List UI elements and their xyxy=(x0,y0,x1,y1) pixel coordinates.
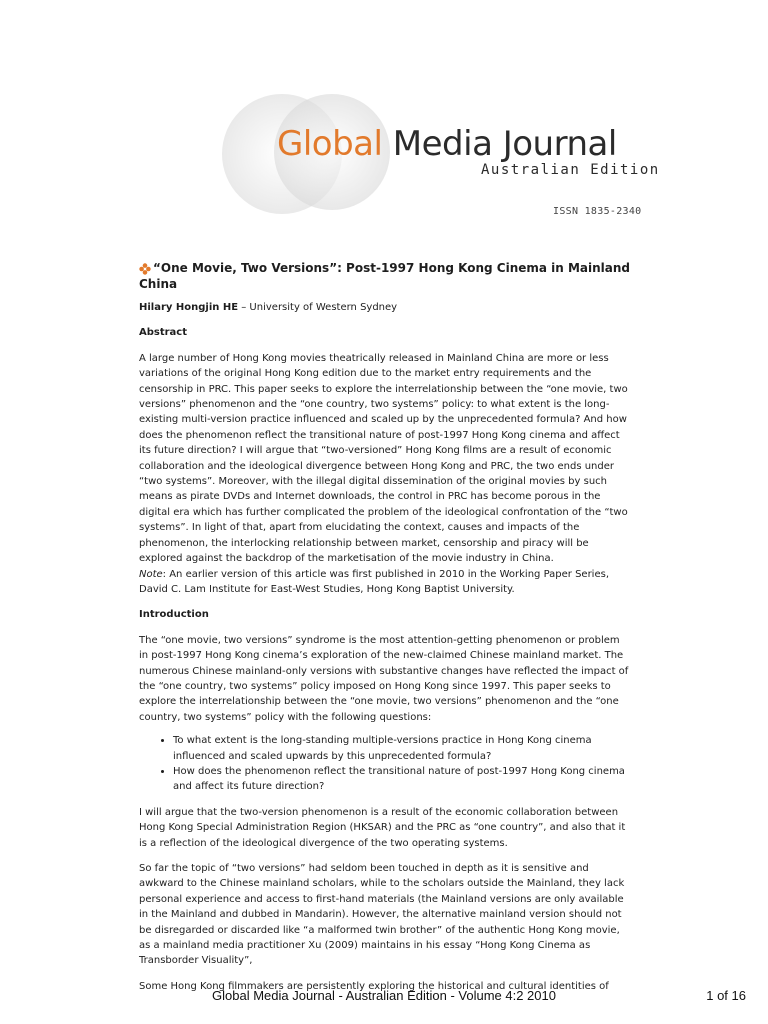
footer-journal-info: Global Media Journal - Australian Edition - Volume 4:2 2010 xyxy=(212,988,556,1003)
note-paragraph xyxy=(139,567,631,598)
journal-title xyxy=(277,124,617,164)
journal-edition: Australian Edition xyxy=(481,162,660,178)
journal-title-global: Global xyxy=(277,124,383,164)
journal-logo xyxy=(212,94,672,214)
intro-paragraph-3: So far the topic of “two versions” had seldom been touched in depth as it is sensitive and awkward to the Chinese mainland scholars, while to the scholars outside the Mainland, they lack personal experience and access to first-hand materials (the Mainland versions are only available in the Mainland and dubbed in Mandarin). However, the alternative mainland version should not be disregarded or discarded like “a malformed twin brother” of the authentic Hong Kong movie, as a mainland media practitioner Xu (2009) maintains in his essay “Hong Kong Cinema as Transborder Visuality”, xyxy=(139,863,625,967)
research-questions-list xyxy=(139,733,631,795)
note-label: Note xyxy=(139,568,163,580)
journal-title-media: Media Journal xyxy=(392,124,617,164)
author-name: Hilary Hongjin HE xyxy=(139,302,239,313)
intro-paragraph-1: The “one movie, two versions” syndrome is the most attention-getting phenomenon or problem in post-1997 Hong Kong cinema’s exploration of the new-claimed Chinese mainland market. The numerous Chinese mainland-only versions with substantive changes have reflected the impact of the “one country, two systems” policy imposed on Hong Kong since 1997. This paper seeks to explore the interrelationship between the “one movie, two versions” phenomenon and the “one country, two systems” policy with the following questions: xyxy=(139,634,629,723)
list-item: • How does the phenomenon reflect the transitional nature of post-1997 Hong Kong cinema and affect its future direction? xyxy=(173,764,631,795)
abstract-heading: Abstract xyxy=(139,327,188,339)
abstract-text: A large number of Hong Kong movies theatrically released in Mainland China are more or less variations of the original Hong Kong edition due to the market entry requirements and the censorship in PRC. This paper seeks to explore the interrelationship between the “one movie, two versions” phenomenon and the “one country, two systems” policy: to what extent is the long-existing multi-version practice influenced and scaled up by the unprecedented formula? And how does the phenomenon reflect the transitional nature of post-1997 Hong Kong cinema and affect its future direction? I will argue that “two-versioned” Hong Kong films are a result of economic collaboration and the ideological divergence between Hong Kong and PRC, the two ends under “two systems”. Moreover, with the illegal digital dissemination of the original movies by such means as pirate DVDs and Internet downloads, the control in PRC has become porous in the digital era which has further complicated the problem of the ideological confrontation of the “two systems”. In light of that, apart from elucidating the context, causes and impacts of the phenomenon, the interlocking relationship between market, censorship and piracy will be explored against the backdrop of the marketisation of the movie industry in China. xyxy=(139,352,628,565)
note-text: : An earlier version of this article was first published in 2010 in the Working Paper Series, David C. Lam Institute for East-West Studies, Hong Kong Baptist University. xyxy=(139,568,609,595)
clover-bullet-icon xyxy=(139,263,151,275)
introduction-heading: Introduction xyxy=(139,609,209,621)
article-title: “One Movie, Two Versions”: Post-1997 Hong Kong Cinema in Mainland China xyxy=(139,261,631,291)
intro-paragraph-4: Some Hong Kong filmmakers are persistently exploring the historical and cultural identities of xyxy=(139,980,609,992)
list-item: • To what extent is the long-standing multiple-versions practice in Hong Kong cinema influenced and scaled upwards by this unprecedented formula? xyxy=(173,733,631,764)
article-body xyxy=(139,260,631,994)
article-title-block xyxy=(139,260,631,292)
author-affiliation: – University of Western Sydney xyxy=(238,302,398,313)
issn-label: ISSN 1835-2340 xyxy=(553,206,642,217)
page-footer xyxy=(0,988,768,1008)
page-number: 1 of 16 xyxy=(706,988,746,1003)
author-line xyxy=(139,300,631,315)
intro-paragraph-2: I will argue that the two-version phenomenon is a result of the economic collaboration between Hong Kong Special Administration Region (HKSAR) and the PRC as “one country”, and also that it is a reflection of the ideological divergence of the two operating systems. xyxy=(139,806,626,849)
